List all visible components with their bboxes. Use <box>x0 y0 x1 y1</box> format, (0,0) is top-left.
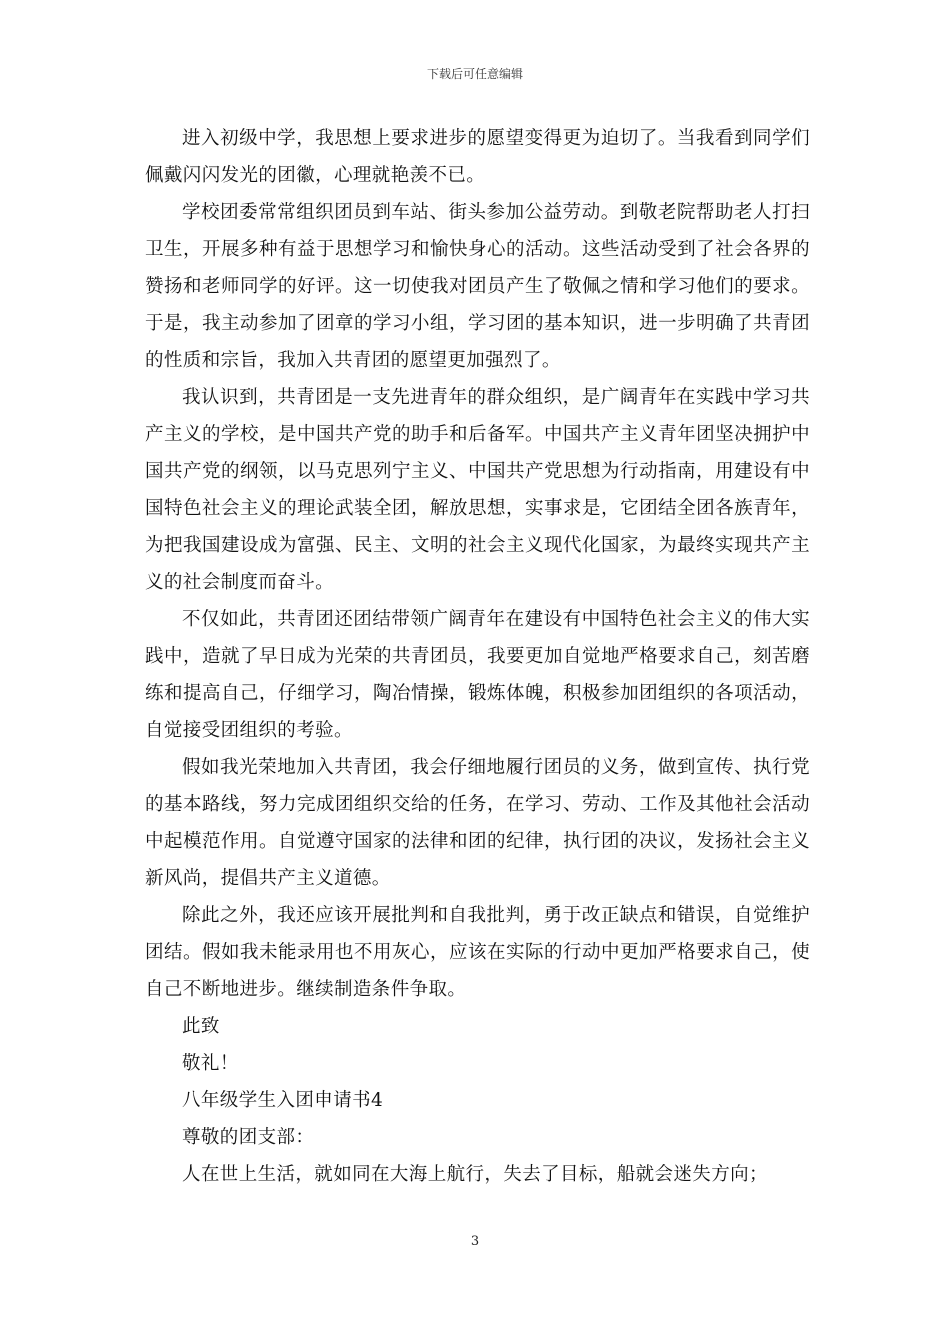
paragraph: 除此之外，我还应该开展批判和自我批判，勇于改正缺点和错误，自觉维护团结。假如我未能录用也不用灰心，应该在实际的行动中更加严格要求自己，使自己不断地进步。继续制造条件争取。 <box>145 905 810 1000</box>
page-header: 下载后可任意编辑 <box>426 67 523 81</box>
salutation: 尊敬的团支部： <box>182 1127 315 1148</box>
closing-line: 此致 <box>182 1016 220 1037</box>
paragraph: 不仅如此，共青团还团结带领广阔青年在建设有中国特色社会主义的伟大实践中，造就了早日成为光荣的共青团员，我要更加自觉地严格要求自己，刻苦磨练和提高自己，仔细学习，陶冶情操，锻炼体魄，积极参加团组织的各项活动，自觉接受团组织的考验。 <box>145 609 810 741</box>
page-number: 3 <box>470 1234 480 1249</box>
paragraph: 进入初级中学，我思想上要求进步的愿望变得更为迫切了。当我看到同学们佩戴闪闪发光的团徽，心理就艳羡不已。 <box>145 128 810 186</box>
closing-salute: 敬礼！ <box>182 1053 239 1074</box>
document-body <box>145 120 810 1193</box>
paragraph: 我认识到，共青团是一支先进青年的群众组织，是广阔青年在实践中学习共产主义的学校，是中国共产党的助手和后备军。中国共产主义青年团坚决拥护中国共产党的纲领，以马克思列宁主义、中国共产党思想为行动指南，用建设有中国特色社会主义的理论武装全团，解放思想，实事求是，它团结全团各族青年，为把我国建设成为富强、民主、文明的社会主义现代化国家，为最终实现共产主义的社会制度而奋斗。 <box>145 387 810 593</box>
paragraph: 假如我光荣地加入共青团，我会仔细地履行团员的义务，做到宣传、执行党的基本路线，努力完成团组织交给的任务，在学习、劳动、工作及其他社会活动中起模范作用。自觉遵守国家的法律和团的纪律，执行团的决议，发扬社会主义新风尚，提倡共产主义道德。 <box>145 757 810 889</box>
opening-line: 人在世上生活，就如同在大海上航行，失去了目标，船就会迷失方向； <box>182 1164 768 1185</box>
paragraph: 学校团委常常组织团员到车站、街头参加公益劳动。到敬老院帮助老人打扫卫生，开展多种有益于思想学习和愉快身心的活动。这些活动受到了社会各界的赞扬和老师同学的好评。这一切使我对团员产生了敬佩之情和学习他们的要求。于是，我主动参加了团章的学习小组，学习团的基本知识，进一步明确了共青团的性质和宗旨，我加入共青团的愿望更加强烈了。 <box>145 202 810 371</box>
section-title: 八年级学生入团申请书4 <box>182 1090 384 1111</box>
